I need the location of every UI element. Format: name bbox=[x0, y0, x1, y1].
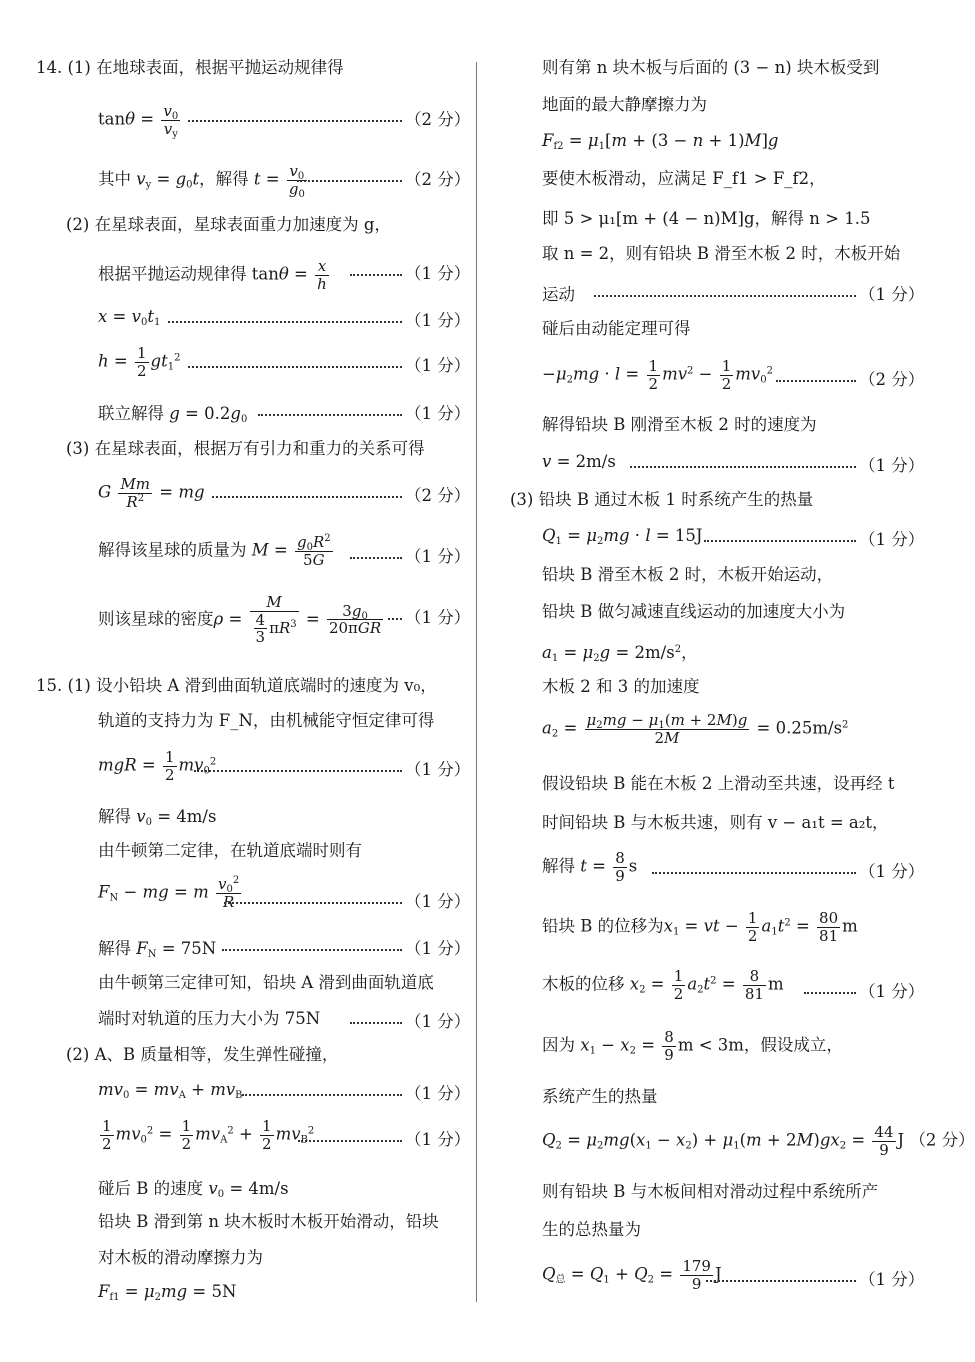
right-eq-x1: 铅块 B 的位移为$x_1$ = vt − $\frac{1}{2}$ $a_1t^2$ = $\frac{80}{81}$ m bbox=[542, 909, 858, 945]
leader-dots bbox=[350, 1022, 402, 1024]
leader-dots bbox=[222, 949, 402, 951]
right-eq-x2: 木板的位移 $x_2$ = $\frac{1}{2}$ $a_2t^2$ = $\frac{8}{81}$ m bbox=[542, 967, 784, 1003]
right-line-12: 木板 2 和 3 的加速度 bbox=[542, 677, 700, 696]
score: （1 分） bbox=[405, 892, 471, 911]
q14-part3-eq3: 则该星球的密度ρ = M $\frac{4}{3}$ $\pi R^3$ = $\frac{3g_0}{\text{20πGR}}$ bbox=[98, 593, 382, 646]
q14-part2-intro: (2) 在星球表面，星球表面重力加速度为 g， bbox=[66, 215, 391, 234]
right-eq-v: v = 2m/s bbox=[542, 452, 616, 471]
score: （2 分） bbox=[405, 110, 471, 129]
leader-dots bbox=[704, 540, 856, 542]
leader-dots bbox=[388, 618, 402, 620]
right-line-10: 铅块 B 滑至木板 2 时，木板开始运动， bbox=[542, 565, 834, 584]
q14-part2-eq2: $x = v_0t_1$ bbox=[98, 307, 161, 328]
right-line-15: 系统产生的热量 bbox=[542, 1087, 658, 1106]
q14-part1-eq2: 其中 $v_y = g_0t$，解得 t = $\frac{v_0}{g_0}$ bbox=[98, 162, 305, 200]
q15-part2-eq3: 碰后 B 的速度 $v_0 = 4m/s$ bbox=[98, 1179, 289, 1200]
right-eq-q1: $Q_1 = \mu_2mg \cdot l = 15J$ bbox=[542, 526, 703, 547]
leader-dots bbox=[242, 1094, 402, 1096]
right-line-17: 生的总热量为 bbox=[542, 1220, 641, 1239]
q15-part2-eq2: $\frac{1}{2}$ $mv_0^2$ = $\frac{1}{2}$ $mv_A^2$ + $\frac{1}{2}$ $mv_B^2$ bbox=[102, 1117, 315, 1153]
leader-dots bbox=[350, 274, 402, 276]
q14-part2-eq4: 联立解得 $g = 0.2g_0$ bbox=[98, 404, 248, 425]
leader-dots bbox=[706, 1280, 856, 1282]
right-line-13: 假设铅块 B 能在木板 2 上滑动至共速，设再经 t bbox=[542, 774, 895, 793]
right-line-8: 解得铅块 B 刚滑至木板 2 时的速度为 bbox=[542, 415, 817, 434]
right-eq-compare: 因为 $x_1 - x_2$ = $\frac{8}{9}$ m < 3m，假设成立， bbox=[542, 1028, 843, 1064]
q15-part2-eq1: $mv_0 = mv_A + mv_B$ bbox=[98, 1080, 243, 1101]
score: （1 分） bbox=[405, 1012, 471, 1031]
leader-dots bbox=[776, 380, 856, 382]
right-eq-a2: $a_2$ = $\frac{\mu_2mg - \mu_1(m + 2M)g}{2M}$ = $0.25m/s^2$ bbox=[542, 711, 849, 747]
right-eq-t: 解得 t = $\frac{8}{9}$ s bbox=[542, 849, 638, 885]
q15-part2-eq4: $F_{f1} = \mu_2mg = 5N$ bbox=[98, 1282, 237, 1303]
score: （1 分） bbox=[859, 285, 925, 304]
q15-part1-intro-a: 15. (1) 设小铅块 A 滑到曲面轨道底端时的速度为 v₀， bbox=[36, 676, 437, 695]
q15-part2-text2: 铅块 B 滑到第 n 块木板时木板开始滑动，铅块 bbox=[98, 1212, 439, 1231]
q14-part1-eq1: tanθ = $\frac{v_0}{v_y}$ bbox=[98, 102, 179, 140]
leader-dots bbox=[212, 496, 402, 498]
right-line-3: 要使木板滑动，应满足 F_f1 > F_f2， bbox=[542, 169, 826, 188]
right-line-7: 碰后由动能定理可得 bbox=[542, 319, 691, 338]
q14-part1-intro: 14. (1) 在地球表面，根据平抛运动规律得 bbox=[36, 58, 344, 77]
column-divider bbox=[476, 62, 477, 1302]
score: （1 分） bbox=[405, 939, 471, 958]
right-eq-qtotal: $Q_总 = Q_1 + Q_2$ = $\frac{179}{9}$ J bbox=[542, 1257, 722, 1293]
right-eq-q2: $Q_2 = \mu_2mg(x_1 - x_2) + \mu_1(m + 2M)gx_2$ = $\frac{44}{9}$ J （2 分） bbox=[542, 1123, 975, 1159]
score: （2 分） bbox=[859, 370, 925, 389]
right-eq-energy: $-\mu_2mg \cdot l$ = $\frac{1}{2}$ $mv^2$ − $\frac{1}{2}$ $mv_0^2$ bbox=[542, 357, 773, 393]
q14-part3-eq2: 解得该星球的质量为 M = $\frac{g_0R^2}{5G}$ bbox=[98, 533, 331, 569]
score: （1 分） bbox=[405, 264, 471, 283]
right-line-5: 取 n = 2，则有铅块 B 滑至木板 2 时，木板开始 bbox=[542, 244, 901, 263]
score: （1 分） bbox=[405, 1084, 471, 1103]
score: （1 分） bbox=[405, 404, 471, 423]
leader-dots bbox=[194, 770, 402, 772]
right-line-16: 则有铅块 B 与木板间相对滑动过程中系统所产 bbox=[542, 1182, 879, 1201]
score: （1 分） bbox=[405, 311, 471, 330]
score: （1 分） bbox=[405, 760, 471, 779]
right-line-2: 地面的最大静摩擦力为 bbox=[542, 95, 707, 114]
right-line-4: 即 5 > μ₁[m + (4 − n)M]g，解得 n > 1.5 bbox=[542, 209, 871, 228]
q15-part1-text3: 由牛顿第三定律可知，铅块 A 滑到曲面轨道底 bbox=[98, 973, 434, 992]
q15-part2-text3: 对木板的滑动摩擦力为 bbox=[98, 1248, 263, 1267]
right-line-1: 则有第 n 块木板与后面的 (3 − n) 块木板受到 bbox=[542, 58, 880, 77]
leader-dots bbox=[298, 1140, 402, 1142]
score: （2 分） bbox=[405, 170, 471, 189]
q15-part2-intro: (2) A、B 质量相等，发生弹性碰撞， bbox=[66, 1045, 339, 1064]
q14-part2-eq3: h = $\frac{1}{2}$ $gt_1^2$ bbox=[98, 344, 181, 380]
leader-dots bbox=[188, 120, 402, 122]
q14-part2-eq1: 根据平抛运动规律得 tanθ = $\frac{x}{h}$ bbox=[98, 257, 327, 293]
leader-dots bbox=[630, 466, 856, 468]
score: （1 分） bbox=[859, 456, 925, 475]
right-line-11: 铅块 B 做匀减速直线运动的加速度大小为 bbox=[542, 602, 846, 621]
leader-dots bbox=[224, 902, 402, 904]
right-eq-ff2: $F_{f2} = \mu_1[m + (3 - n + 1)M]g$ bbox=[542, 131, 779, 152]
q15-part1-eq1: mgR = $\frac{1}{2}$ $mv_0^2$ bbox=[98, 748, 217, 784]
leader-dots bbox=[258, 414, 402, 416]
q14-part3-intro: (3) 在星球表面，根据万有引力和重力的关系可得 bbox=[66, 439, 425, 458]
right-eq-a1: $a_1 = \mu_2g = 2m/s^2$， bbox=[542, 643, 698, 664]
score: （1 分） bbox=[859, 530, 925, 549]
q15-part1-eq3: $F_N$ − mg = m $\frac{v_0^2}{R}$ bbox=[98, 875, 240, 911]
score: （1 分） bbox=[859, 862, 925, 881]
right-part3-intro: (3) 铅块 B 通过木板 1 时系统产生的热量 bbox=[510, 490, 814, 509]
leader-dots bbox=[804, 992, 856, 994]
right-line-6: 运动 bbox=[542, 285, 575, 304]
score: （1 分） bbox=[859, 982, 925, 1001]
q15-part1-eq2: 解得 $v_0 = 4m/s$ bbox=[98, 807, 217, 828]
score: （1 分） bbox=[405, 608, 471, 627]
leader-dots bbox=[188, 366, 402, 368]
leader-dots bbox=[594, 295, 856, 297]
score: （1 分） bbox=[405, 547, 471, 566]
q14-part3-eq1: G $\frac{Mm}{R^2}$ = mg bbox=[98, 475, 205, 511]
score: （1 分） bbox=[859, 1270, 925, 1289]
leader-dots bbox=[652, 872, 856, 874]
right-line-14: 时间铅块 B 与木板共速，则有 v − a₁t = a₂t， bbox=[542, 813, 889, 832]
q15-part1-text2: 由牛顿第二定律，在轨道底端时则有 bbox=[98, 841, 362, 860]
q15-part1-eq4: 解得 $F_N = 75N$ bbox=[98, 939, 217, 960]
q15-part1-intro-b: 轨道的支持力为 F_N，由机械能守恒定律可得 bbox=[98, 711, 435, 730]
leader-dots bbox=[297, 180, 402, 182]
score: （2 分） bbox=[405, 486, 471, 505]
q15-part1-text4: 端时对轨道的压力大小为 75N bbox=[98, 1009, 321, 1028]
score: （1 分） bbox=[405, 1130, 471, 1149]
leader-dots bbox=[168, 321, 402, 323]
leader-dots bbox=[350, 557, 402, 559]
score: （1 分） bbox=[405, 356, 471, 375]
